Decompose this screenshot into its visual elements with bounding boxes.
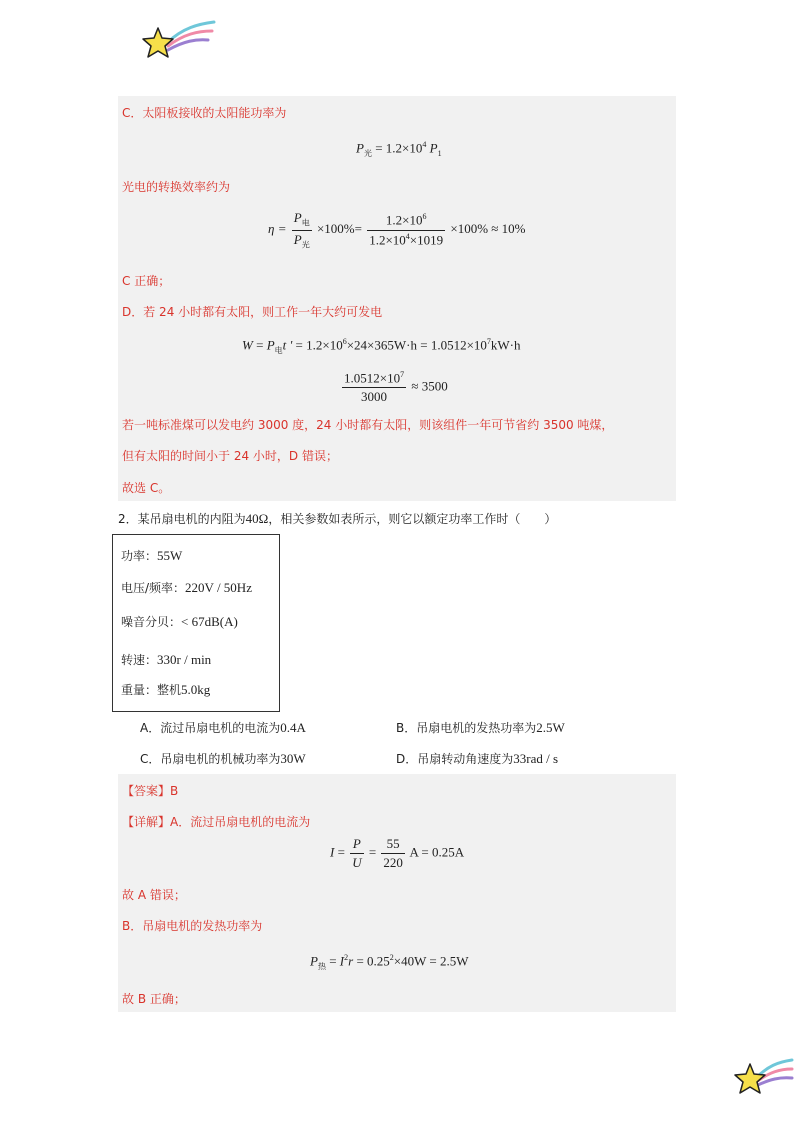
equation-solar-power: $P_光 = 1.2\times 10^4$ $P_1$ <box>356 140 442 158</box>
parameter-table <box>112 534 280 712</box>
equation-efficiency: η = $\frac{P_电}{P_光}$ ×100%= $\frac{1.2\times 10^6}{1.2\times 10^4\times 1019}$ ×100% ≈ 10% <box>268 210 526 250</box>
efficiency-label: 光电的转换效率约为 <box>122 180 231 194</box>
choose-c-text: 故选 C。 <box>122 481 171 495</box>
option-b[interactable]: B．吊扇电机的发热功率为2.5W <box>396 720 565 735</box>
option-a[interactable]: A．流过吊扇电机的电流为0.4A <box>140 720 306 735</box>
question-2-stem: 2．某吊扇电机的内阻为40Ω，相关参数如表所示，则它以额定功率工作时（ ） <box>118 511 557 526</box>
equation-heat-power: $P_热 = I^2r = 0.25^2\times 40W = 2.5W$ <box>310 953 469 971</box>
equation-energy: $W = P_电t$ ' = $1.2\times 10^6\times 24\times 365W\cdot h = 1.0512\times 10^7kW\cdot h$ <box>242 337 521 355</box>
shooting-star-icon <box>732 1054 794 1100</box>
option-d-solution: D．若 24 小时都有太阳，则工作一年大约可发电 <box>122 305 383 319</box>
a-wrong-text: 故 A 错误； <box>122 888 186 902</box>
param-row: 功率：55W <box>121 548 183 563</box>
detail-line-a: 【详解】A．流过吊扇电机的电流为 <box>122 815 311 829</box>
detail-line-b: B．吊扇电机的发热功率为 <box>122 919 263 933</box>
param-row: 转速：330r / min <box>121 652 212 667</box>
option-c-solution: C．太阳板接收的太阳能功率为 <box>122 106 287 120</box>
equation-current: I = $\frac{P}{U}$ = $\frac{55}{220}$ A = 0.25A <box>330 836 465 870</box>
b-right-text: 故 B 正确； <box>122 992 186 1006</box>
answer-line: 【答案】B <box>122 784 179 798</box>
option-c[interactable]: C．吊扇电机的机械功率为30W <box>140 751 306 766</box>
option-d[interactable]: D．吊扇转动角速度为33rad / s <box>396 751 559 766</box>
equation-coal: $\frac{1.0512\times 10^7}{3000}$ ≈ 3500 <box>344 370 448 405</box>
coal-paragraph: 若一吨标准煤可以发电约 3000 度，24 小时都有太阳，则该组件一年可节省约 3500 吨煤， <box>122 418 614 432</box>
param-row: 电压/频率：220V / 50Hz <box>121 580 252 595</box>
c-correct-text: C 正确； <box>122 274 171 288</box>
coal-paragraph-2: 但有太阳的时间小于 24 小时，D 错误； <box>122 449 338 463</box>
param-row: 重量：整机5.0kg <box>121 682 211 697</box>
shooting-star-icon <box>138 14 218 60</box>
param-row: 噪音分贝：< 67dB(A) <box>121 614 238 629</box>
answer-panel <box>118 774 676 1012</box>
